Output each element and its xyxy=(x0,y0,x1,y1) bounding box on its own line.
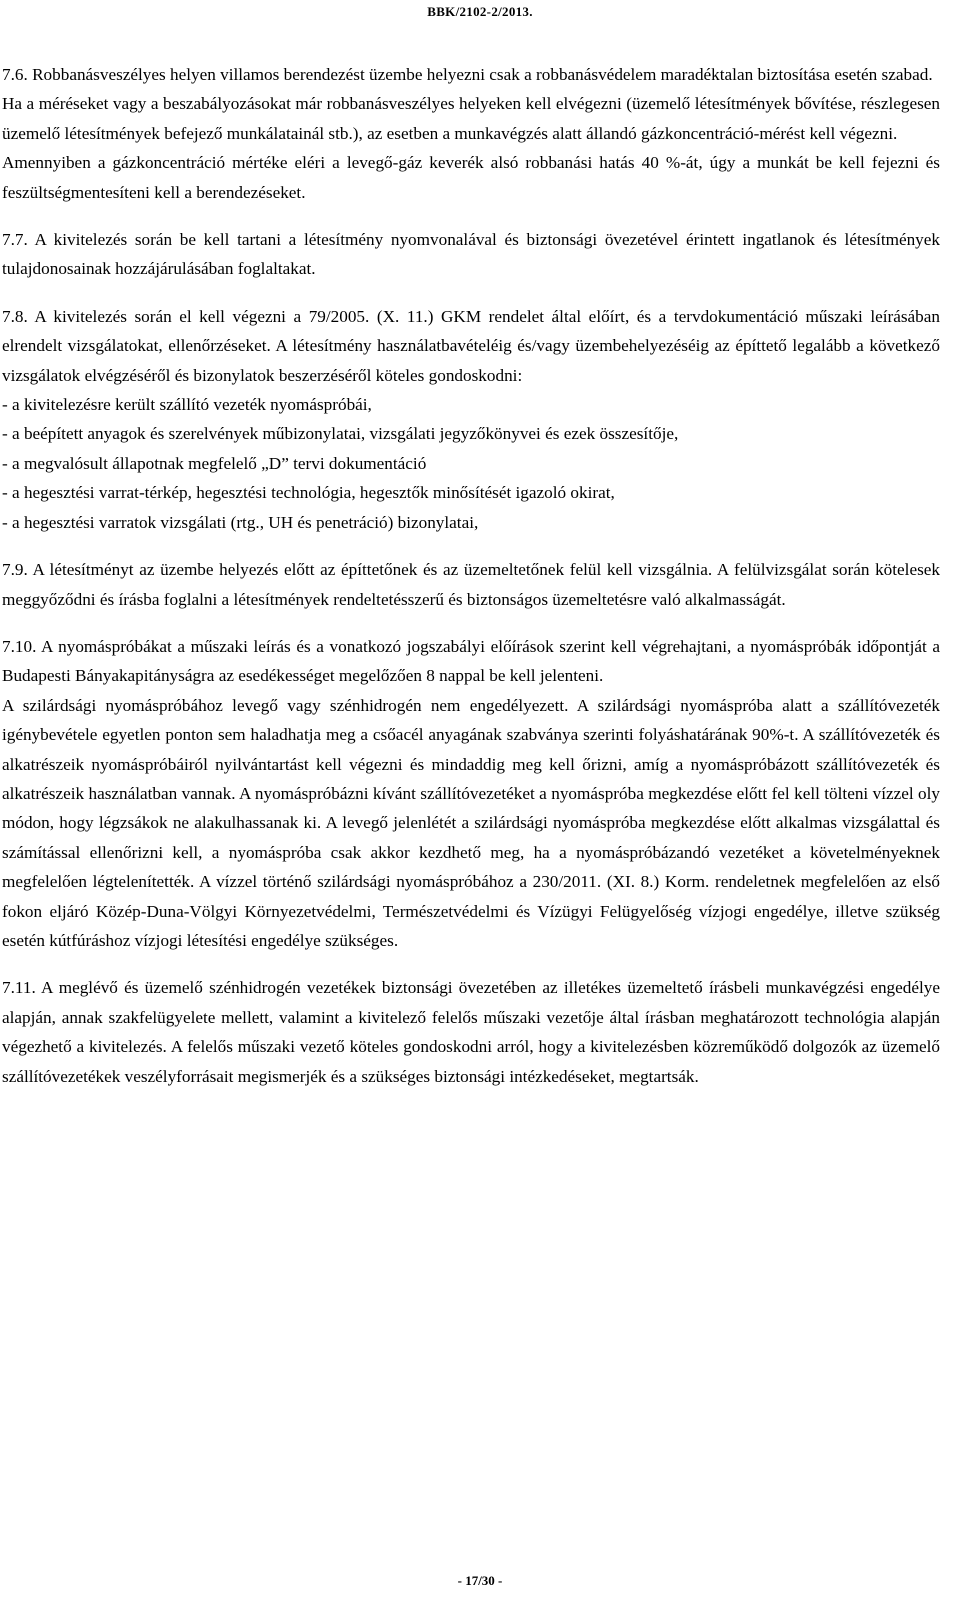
paragraph: 7.9. A létesítményt az üzembe helyezés előtt az építtetőnek és az üzemeltetőnek felül kell vizsgálnia. A felülvizsgálat során kötelesek meggyőződni és írásba foglalni a létesítmények rendeltetésszerű és biztonságos üzemeltetésre való alkalmasságát. xyxy=(2,560,940,609)
paragraph: Ha a méréseket vagy a beszabályozásokat már robbanásveszélyes helyeken kell elvégezni (üzemelő létesítmények bővítése, részlegesen üzemelő létesítmények befejező munkálatainál stb.), az esetben a munkavégzés alatt állandó gázkoncentráció-mérést kell végezni. xyxy=(2,94,940,143)
paragraph: 7.8. A kivitelezés során el kell végezni a 79/2005. (X. 11.) GKM rendelet által előírt, és a tervdokumentáció műszaki leírásában elrendelt vizsgálatokat, ellenőrzéseket. A létesítmény használatbavételéig és/vagy üzembehelyezéséig az építtető legalább a következő vizsgálatok elvégzéséről és bizonylatok beszerzéséről köteles gondoskodni: xyxy=(2,306,940,385)
list-item: - a hegesztési varrat-térkép, hegesztési technológia, hegesztők minősítését igazoló okirat, xyxy=(2,483,615,503)
section-7-7 xyxy=(2,225,940,284)
section-7-6 xyxy=(2,60,940,207)
list-item: - a kivitelezésre került szállító vezeték nyomáspróbái, xyxy=(2,395,372,415)
paragraph: 7.11. A meglévő és üzemelő szénhidrogén vezetékek biztonsági övezetében az illetékes üzemeltető írásbeli munkavégzési engedélye alapján, annak szakfelügyelete mellett, valamint a kivitelező felelős műszaki vezetője által írásban meghatározott technológia alapján végezhető a kivitelezés. A felelős műszaki vezető köteles gondoskodni arról, hogy a kivitelezésben közreműködő dolgozók az üzemelő szállítóvezetékek veszélyforrásait megismerjék és a szükséges biztonsági intézkedéseket, megtartsák. xyxy=(2,978,940,1086)
paragraph: 7.7. A kivitelezés során be kell tartani a létesítmény nyomvonalával és biztonsági övezetével érintett ingatlanok és létesítmények tulajdonosainak hozzájárulásában foglaltakat. xyxy=(2,230,940,279)
paragraph: A szilárdsági nyomáspróbához levegő vagy szénhidrogén nem engedélyezett. A szilárdsági nyomáspróba alatt a szállítóvezeték igénybevétele egyetlen ponton sem haladhatja meg a csőacél anyagának szabványa szerinti folyáshatárának 90%-t. A szállítóvezeték és alkatrészeik nyomáspróbáiról nyilvántartást kell végezni és mindaddig meg kell őrizni, amíg a nyomáspróbázott szállítóvezeték és alkatrészeik használatban vannak. A nyomáspróbázni kívánt szállítóvezetéket a nyomáspróba megkezdése előtt fel kell tölteni vízzel oly módon, hogy légzsákok ne alakulhassanak ki. A levegő jelenlétét a szilárdsági nyomáspróba megkezdése előtt alkalmas vizsgálattal és számítással ellenőrizni kell, a nyomáspróba csak akkor kezdhető meg, ha a nyomáspróbázandó vezetéket a követelményeknek megfelelően légtelenítették. A vízzel történő szilárdsági nyomáspróbához a 230/2011. (XI. 8.) Korm. rendeletnek megfelelően az első fokon eljáró Közép-Duna-Völgyi Környezetvédelmi, Természetvédelmi és Vízügyi Felügyelőség vízjogi engedélye, illetve szükség esetén kútfúráshoz vízjogi létesítési engedélye szükséges. xyxy=(2,695,940,950)
document-body xyxy=(2,60,940,1091)
page-number: - 17/30 - xyxy=(457,1573,503,1588)
document-id-header: BBK/2102-2/2013. xyxy=(427,4,533,19)
section-7-9 xyxy=(2,555,940,614)
section-7-10 xyxy=(2,632,940,955)
paragraph: Amennyiben a gázkoncentráció mértéke eléri a levegő-gáz keverék alsó robbanási hatás 40 %-át, úgy a munkát be kell fejezni és feszültségmentesíteni kell a berendezéseket. xyxy=(2,153,940,202)
section-7-11 xyxy=(2,973,940,1091)
list-item: - a beépített anyagok és szerelvények műbizonylatai, vizsgálati jegyzőkönyvei és ezek összesítője, xyxy=(2,424,679,444)
paragraph: 7.10. A nyomáspróbákat a műszaki leírás és a vonatkozó jogszabályi előírások szerint kell végrehajtani, a nyomáspróbák időpontját a Budapesti Bányakapitányságra az esedékességet megelőzően 8 nappal be kell jelenteni. xyxy=(2,636,940,686)
section-7-8 xyxy=(2,302,940,537)
paragraph: 7.6. Robbanásveszélyes helyen villamos berendezést üzembe helyezni csak a robbanásvédelem maradéktalan biztosítása esetén szabad. xyxy=(2,65,933,84)
list-item: - a hegesztési varratok vizsgálati (rtg., UH és penetráció) bizonylatai, xyxy=(2,512,479,532)
list-item: - a megvalósult állapotnak megfelelő „D” tervi dokumentáció xyxy=(2,453,427,473)
